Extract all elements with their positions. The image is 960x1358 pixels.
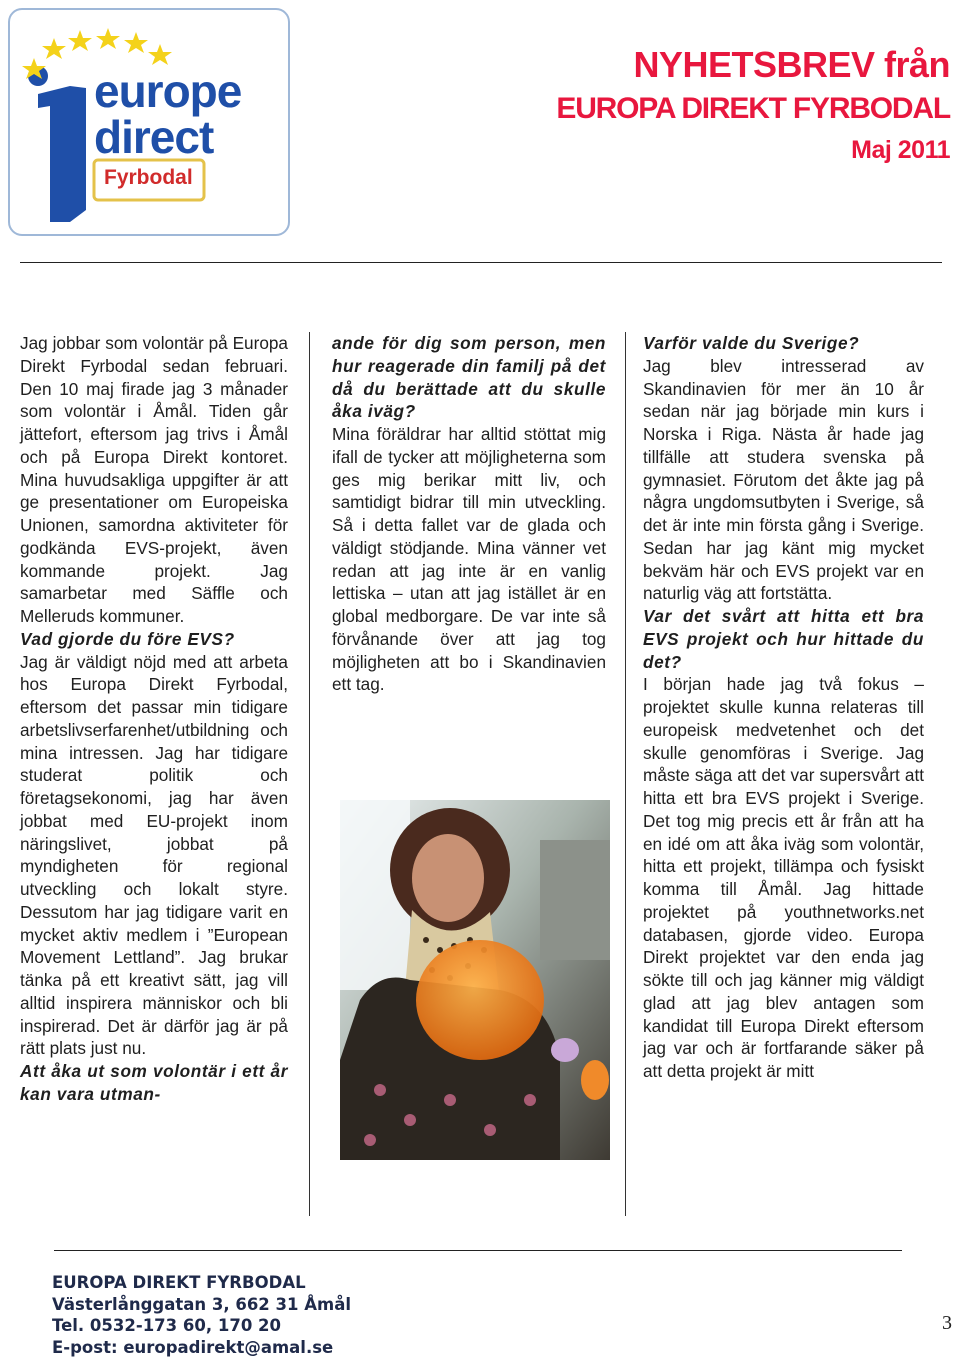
footer-divider	[54, 1250, 902, 1251]
paragraph-family: Mina föräldrar har alltid stöttat mig ifall de tycker att möjligheterna som ges mig berikar mitt liv, och samtidigt bidrar till min utveckling. Så i detta fallet var de glada och väldigt stödjande. Mina vänner vet redan att jag inte är en vanlig lettiska – utan att jag istället är en global medborgare. De var inte så förvånande över att jag tog möjligheten att bo i Skandinavien ett tag.	[332, 424, 606, 695]
footer-org: EUROPA DIREKT FYRBODAL	[52, 1273, 306, 1292]
logo-word-fyrbodal: Fyrbodal	[104, 166, 193, 189]
footer-address: Västerlånggatan 3, 662 31 Åmål	[52, 1294, 351, 1314]
masthead-title: NYHETSBREV från	[633, 44, 950, 85]
masthead-date: Maj 2011	[851, 136, 950, 164]
article-column-1	[20, 332, 288, 1106]
footer-contact	[52, 1272, 351, 1358]
paragraph-sweden: Jag blev intresserad av Skandinavien för mer än 10 år sedan när jag började min kurs i Norska i Riga. Nästa år hade jag tillfälle att studera svenska på gymnasiet. Förutom det åkte jag på några ungdomsutbyten i Sverige, så det är inte min första gång i Sverige. Sedan har jag känt mig mycket bekväm här och EVS projekt var en naturlig väg att fortstätta.	[643, 355, 924, 604]
article-column-3	[643, 332, 924, 1083]
page-number: 3	[942, 1312, 952, 1334]
footer-email: E-post: europadirekt@amal.se	[52, 1337, 334, 1357]
masthead-subtitle: EUROPA DIREKT FYRBODAL	[556, 92, 950, 125]
question-finding-project: Var det svårt att hitta ett bra EVS projekt och hur hittade du det?	[643, 606, 924, 672]
logo-word-europe: europe	[94, 65, 242, 117]
question-before-evs: Vad gjorde du före EVS?	[20, 628, 235, 649]
article-column-2	[332, 332, 606, 696]
column-divider-1	[309, 332, 310, 1216]
question-family-end: ande för dig som person, men hur reagerade din familj på det då du berättade att du skulle åka iväg?	[332, 333, 606, 422]
question-family-start: Att åka ut som volontär i ett år kan vara utman-	[20, 1061, 288, 1104]
europe-direct-logo	[8, 8, 290, 236]
volunteer-photo-image	[340, 800, 610, 1160]
paragraph-finding-project: I början hade jag två fokus – projektet skulle kunna relateras till europeisk medvetenhet och det skulle genomföras i Sverige. Jag måste säga att det var supersvårt att hitta ett bra EVS projekt i Sverige. Det tog mig precis ett år från att ha en idé om att åka iväg som volontär, hitta ett projekt, tillämpa och fysiskt komma till Åmål. Jag hittade projektet på youthnetworks.net databasen, gjorde video. Europa Direkt projektet var den enda jag sökte till och jag känner mig väldigt glad att jag blev antagen som kandidat till Europa Direkt eftersom jag var och är fortfarande säker på att detta projekt är mitt	[643, 674, 924, 1081]
volunteer-photo	[340, 800, 610, 1160]
paragraph-background: Jag är väldigt nöjd med att arbeta hos Europa Direkt Fyrbodal, eftersom det passar min tidigare arbetslivserfarenhet/utbildning och mina intressen. Jag har tidigare studerat politik och företagsekonomi, jag har även jobbat med EU-projekt inom näringslivet, jobbat på myndigheten för regional utveckling och lokalt styre. Dessutom har jag tidigare varit en mycket aktiv medlem i ”European Movement Lettland”. Jag brukar tänka på ett kreativt sätt, jag vill alltid inspirera människor och bli inspirerad. Det är därför jag är på rätt plats just nu.	[20, 651, 288, 1059]
header-divider	[20, 262, 942, 263]
logo-word-direct: direct	[94, 111, 214, 163]
question-why-sweden: Varför valde du Sverige?	[643, 333, 860, 353]
column-divider-2	[625, 332, 626, 1216]
footer-phone: Tel. 0532-173 60, 170 20	[52, 1316, 282, 1336]
paragraph-intro: Jag jobbar som volontär på Europa Direkt Fyrbodal sedan februari. Den 10 maj firade jag 3 månader som volontär i Åmål. Tiden går jättefort, eftersom jag trivs i Åmål och på Europa Direkt kontoret. Mina huvudsakliga uppgifter är att ge presentationer om Europeiska Unionen, samordna aktiviteter för godkända EVS-projekt, även kommande projekt. Jag samarbetar med Säffle och Melleruds kommuner.	[20, 333, 288, 626]
